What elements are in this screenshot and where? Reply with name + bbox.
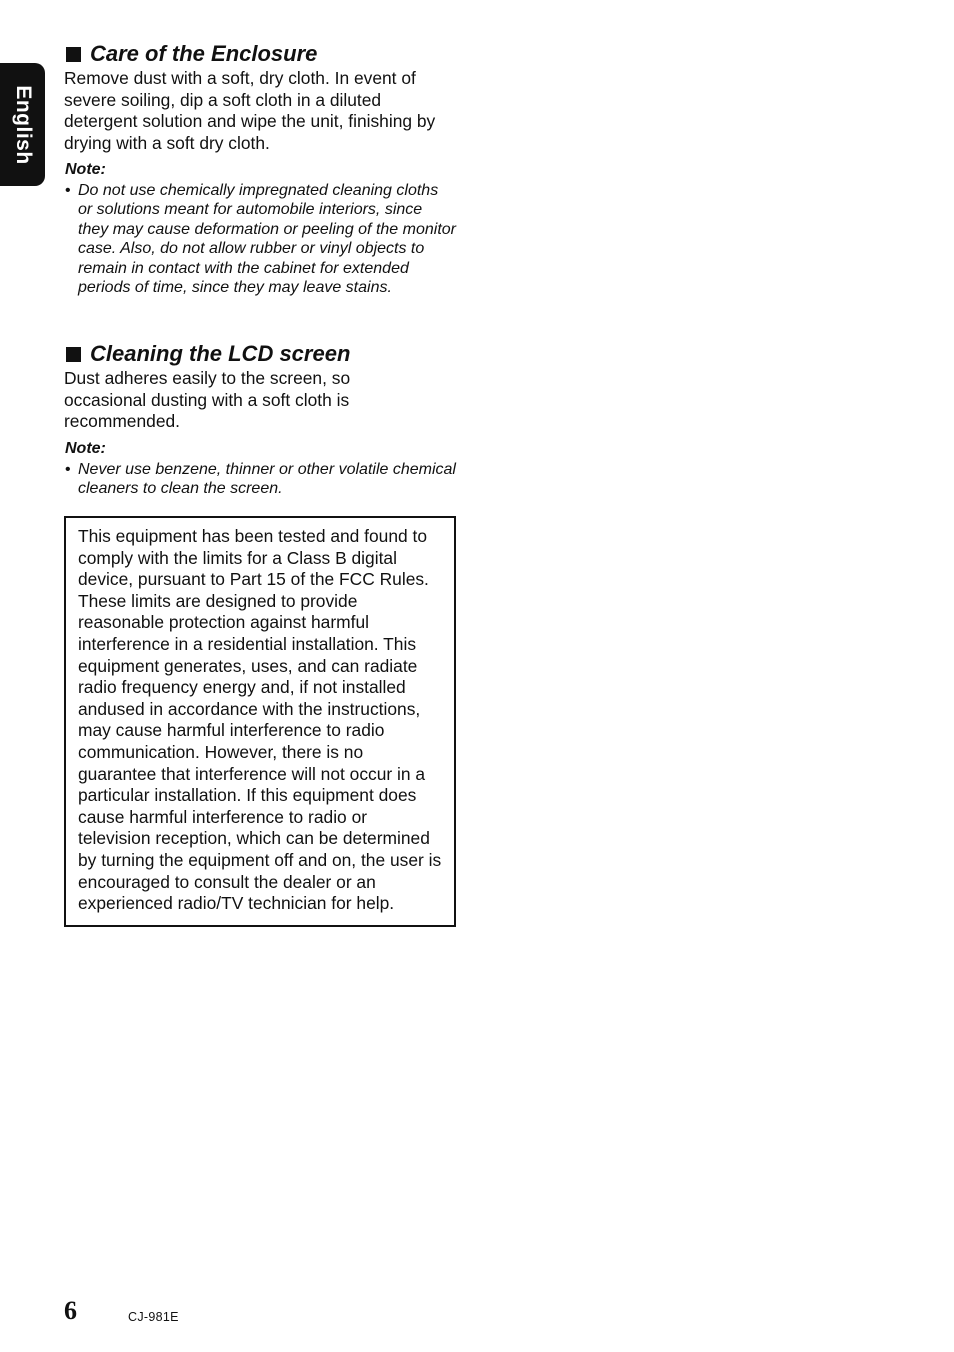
section-cleaning-lcd-screen bbox=[64, 340, 456, 498]
fcc-notice-text: This equipment has been tested and found to comply with the limits for a Class B digital device, pursuant to Part 15 of the FCC Rules. These limits are designed to provide reasonable protection against harmful interference in a residential installation. This equipment generates, uses, and can radiate radio frequency energy and, if not installed andused in accordance with the instructions, may cause harmful interference to radio communication. However, there is no guarantee that interference will not occur in a particular installation. If this equipment does cause harmful interference to radio or television reception, which can be determined by turning the equipment off and on, the user is encouraged to consult the dealer or an experienced radio/TV technician for help. bbox=[78, 526, 442, 914]
note-text: Do not use chemically impregnated cleaning cloths or solutions meant for automobile interiors, since they may cause deformation or peeling of the monitor case. Also, do not allow rubber or vinyl objects to remain in contact with the cabinet for extended periods of time, since they may leave stains. bbox=[78, 182, 456, 297]
language-tab bbox=[0, 63, 45, 186]
language-tab-label: English bbox=[11, 84, 35, 165]
section-body: Remove dust with a soft, dry cloth. In event of severe soiling, dip a soft cloth in a diluted detergent solution and wipe the unit, finishing by drying with a soft dry cloth. bbox=[64, 68, 436, 153]
page-number: 6 bbox=[64, 1296, 77, 1325]
note-label: Note: bbox=[65, 439, 106, 457]
note-label: Note: bbox=[65, 161, 106, 178]
fcc-notice-box bbox=[64, 516, 456, 927]
bullet-icon: • bbox=[65, 182, 71, 199]
section-title-text: Care of the Enclosure bbox=[90, 41, 318, 66]
note-text: Never use benzene, thinner or other volatile chemical cleaners to clean the screen. bbox=[78, 460, 456, 497]
section-care-of-enclosure bbox=[64, 40, 456, 297]
square-bullet-icon bbox=[66, 347, 81, 362]
bullet-icon: • bbox=[65, 460, 71, 478]
section-title bbox=[64, 40, 456, 68]
section-body: Dust adheres easily to the screen, so occasional dusting with a soft cloth is recommended. bbox=[64, 368, 351, 431]
model-code: CJ-981E bbox=[128, 1310, 179, 1324]
square-bullet-icon bbox=[66, 47, 81, 62]
section-title bbox=[64, 340, 456, 368]
note-item bbox=[64, 181, 456, 297]
note-item bbox=[64, 460, 456, 499]
section-title-text: Cleaning the LCD screen bbox=[90, 341, 351, 366]
